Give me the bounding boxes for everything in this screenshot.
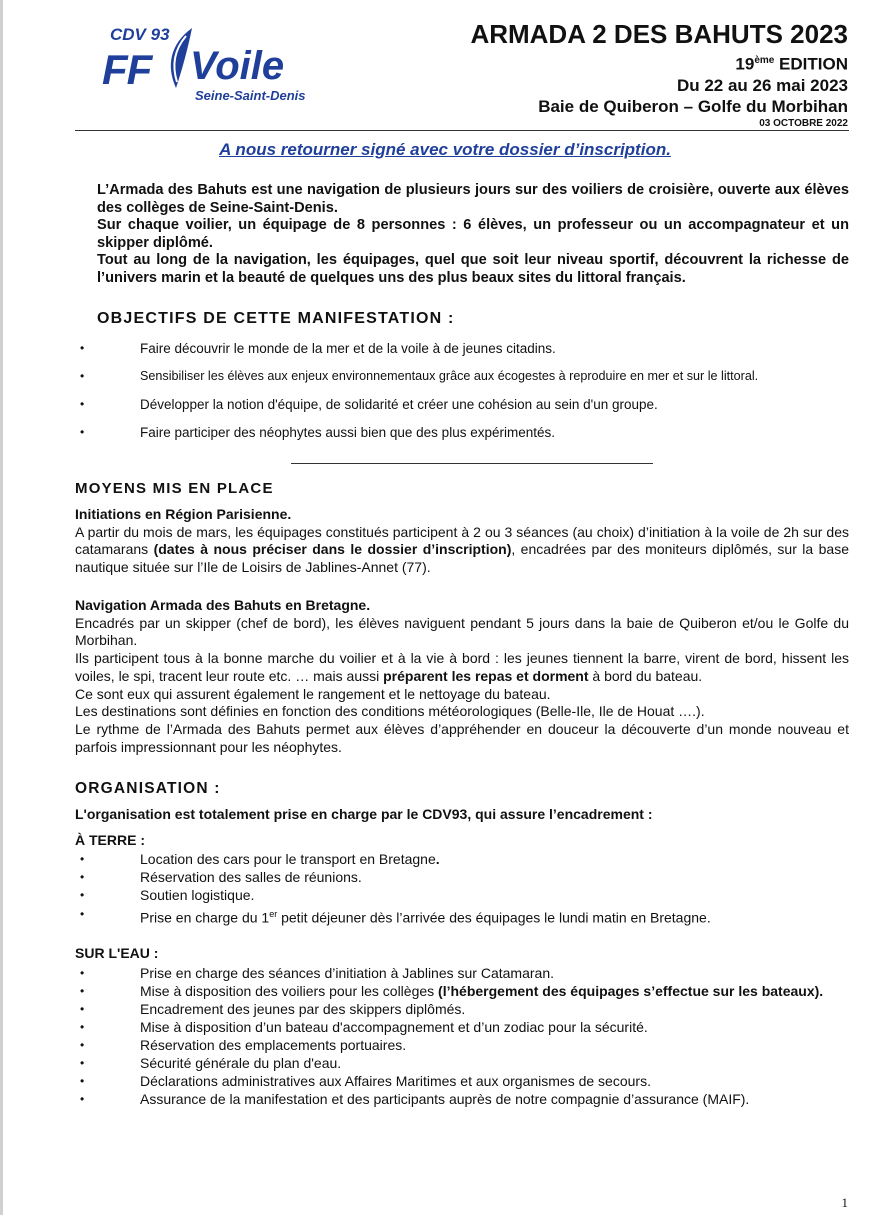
list-item (78, 868, 848, 886)
section-divider (291, 463, 653, 464)
edition-word: EDITION (774, 54, 848, 74)
event-dates: Du 22 au 26 mai 2023 (676, 75, 848, 95)
header-divider (75, 130, 849, 131)
terre-text-b: petit déjeuner dès l’arrivée des équipages le lundi matin en Bretagne. (277, 909, 711, 926)
objectif-text: Sensibiliser les élèves aux enjeux environnementaux grâce aux écogestes à reproduire en mer et sur le littoral. (140, 369, 759, 383)
bullet-glyph: • (80, 1038, 85, 1052)
bullet-glyph: • (80, 984, 85, 998)
bullet-glyph: • (80, 870, 85, 885)
list-item (78, 982, 848, 1000)
bullet-glyph: • (80, 1074, 85, 1088)
initiations-text-b: , encadrées par des moniteurs diplômés, sur la base nautique située sur l’Ile de Loisirs de Jablines-Annet (77). (75, 541, 849, 576)
bullet-glyph: • (80, 1002, 85, 1016)
a-terre-list (78, 850, 848, 926)
navigation-title: Navigation Armada des Bahuts en Bretagne. (75, 597, 371, 613)
edition-superscript: ème (754, 55, 775, 66)
terre-text-end: . (435, 851, 440, 867)
logo-voile-text: Voile (190, 44, 285, 88)
bullet-glyph: • (80, 397, 85, 411)
list-item (78, 1018, 848, 1036)
edition-number: 19 (735, 54, 755, 74)
objectif-text: Faire participer des néophytes aussi bien que des plus expérimentés. (140, 425, 555, 440)
navigation-text-4: Les destinations sont définies en fonction des conditions météorologiques (Belle-Ile, Ile de Houat ….). (75, 703, 705, 720)
bullet-glyph: • (80, 966, 85, 980)
bullet-glyph: • (80, 341, 85, 355)
list-item (78, 886, 848, 904)
page-number: 1 (841, 1195, 848, 1210)
eau-text: Assurance de la manifestation et des participants auprès de notre compagnie d’assurance (MAIF). (140, 1091, 750, 1107)
event-location: Baie de Quiberon – Golfe du Morbihan (538, 96, 848, 116)
intro-line-3: Tout au long de la navigation, les équipages, quel que soit leur niveau sportif, découvrent la richesse de l’univers marin et la beauté de quelques uns des plus beaux sites du littoral français. (97, 252, 849, 286)
terre-text-a: Prise en charge du 1 (140, 909, 270, 926)
list-item (78, 425, 848, 453)
eau-text: Encadrement des jeunes par des skippers diplômés. (140, 1001, 466, 1017)
eau-text: Prise en charge des séances d’initiation à Jablines sur Catamaran. (140, 965, 555, 981)
bullet-glyph: • (80, 888, 85, 903)
list-item (78, 1090, 848, 1108)
list-item (78, 964, 848, 982)
navigation-text-2-bold: préparent les repas et dorment (383, 667, 589, 684)
list-item (78, 1000, 848, 1018)
bullet-glyph: • (80, 369, 85, 383)
objectif-text: Développer la notion d'équipe, de solidarité et créer une cohésion au sein d'un groupe. (140, 397, 658, 412)
sur-l-eau-heading (75, 945, 849, 963)
a-terre-heading (75, 832, 849, 850)
intro-line-1: L’Armada des Bahuts est une navigation de plusieurs jours sur des voiliers de croisière, ouverte aux élèves des collèges de Seine-Saint-Denis. (97, 182, 849, 216)
document-date: 03 OCTOBRE 2022 (759, 117, 848, 129)
eau-text: Déclarations administratives aux Affaires Maritimes et aux organismes de secours. (140, 1073, 651, 1089)
list-item (78, 397, 848, 425)
list-item (78, 850, 848, 868)
initiations-title: Initiations en Région Parisienne. (75, 506, 292, 522)
eau-text: Mise à disposition d’un bateau d'accompagnement et d’un zodiac pour la sécurité. (140, 1019, 648, 1035)
navigation-block (75, 597, 849, 756)
organisation-intro-text: L'organisation est totalement prise en charge par le CDV93, qui assure l’encadrement : (75, 806, 653, 822)
return-instruction: A nous retourner signé avec votre dossier d’inscription. (219, 140, 671, 159)
bullet-glyph: • (80, 1020, 85, 1034)
list-item (78, 369, 848, 397)
terre-text: Réservation des salles de réunions. (140, 869, 362, 886)
objectifs-list (78, 341, 848, 453)
edition-line (470, 50, 848, 75)
terre-text: Soutien logistique. (140, 887, 255, 904)
objectif-text: Faire découvrir le monde de la mer et de la voile à de jeunes citadins. (140, 341, 556, 356)
list-item (78, 1072, 848, 1090)
sur-l-eau-title: SUR L'EAU : (75, 945, 159, 961)
eau-text: Sécurité générale du plan d'eau. (140, 1055, 342, 1071)
ffvoile-logo (100, 22, 315, 108)
moyens-heading: MOYENS MIS EN PLACE (75, 480, 274, 497)
navigation-text-1: Encadrés par un skipper (chef de bord), les élèves naviguent pendant 5 jours dans la baie de Quiberon et/ou le Golfe du Morbihan. (75, 614, 849, 649)
navigation-text-5: Le rythme de l’Armada des Bahuts permet aux élèves d’appréhender en douceur la découverte d’un monde nouveau et parfois impressionnant pour les néophytes. (75, 720, 849, 755)
initiations-text (75, 524, 849, 577)
logo-subtitle: Seine-Saint-Denis (195, 88, 306, 103)
list-item (78, 905, 848, 927)
page-edge-rule (0, 0, 3, 1215)
event-title: ARMADA 2 DES BAHUTS 2023 (470, 19, 848, 49)
navigation-text-2 (75, 650, 849, 685)
list-item (78, 1054, 848, 1072)
logo-cdv-text: CDV 93 (110, 25, 170, 44)
a-terre-title: À TERRE : (75, 832, 145, 848)
initiations-text-a: A partir du mois de mars, les équipages constitués participent à 2 ou 3 séances (au choix) d’initiation à la voile de 2h sur des catamarans (75, 523, 849, 558)
navigation-text-2b: à bord du bateau. (588, 667, 703, 684)
sur-l-eau-list (78, 964, 848, 1108)
eau-text: Réservation des emplacements portuaires. (140, 1037, 407, 1053)
bullet-glyph: • (80, 1056, 85, 1070)
bullet-glyph: • (80, 906, 85, 921)
bullet-glyph: • (80, 852, 85, 866)
list-item (78, 1036, 848, 1054)
logo-ff-text: FF (102, 46, 152, 93)
intro-line-2: Sur chaque voilier, un équipage de 8 personnes : 6 élèves, un professeur ou un accompagnateur et un skipper diplômé. (97, 217, 849, 251)
navigation-text-3: Ce sont eux qui assurent également le rangement et le nettoyage du bateau. (75, 685, 551, 702)
eau-text-a: Mise à disposition des voiliers pour les collèges (140, 983, 439, 999)
eau-text-bold: (l’hébergement des équipages s’effectue sur les bateaux). (438, 983, 824, 999)
organisation-heading: ORGANISATION : (75, 780, 221, 797)
intro-paragraph (97, 182, 849, 287)
bullet-glyph: • (80, 425, 85, 439)
initiations-text-bold: (dates à nous préciser dans le dossier d’inscription) (153, 541, 512, 558)
document-header (470, 18, 848, 130)
bullet-glyph: • (80, 1092, 85, 1106)
organisation-intro (75, 806, 849, 824)
navigation-text-2a: Ils participent tous à la bonne marche du voilier et à la vie à bord : les jeunes tiennent la barre, virent de bord, hissent les voiles, le spi, tracent leur route etc. … mais aussi (75, 650, 849, 684)
list-item (78, 341, 848, 369)
initiations-block (75, 506, 849, 577)
terre-text: Location des cars pour le transport en Bretagne (140, 851, 436, 867)
terre-text-sup: er (269, 908, 278, 919)
objectifs-heading: OBJECTIFS DE CETTE MANIFESTATION : (97, 310, 455, 327)
